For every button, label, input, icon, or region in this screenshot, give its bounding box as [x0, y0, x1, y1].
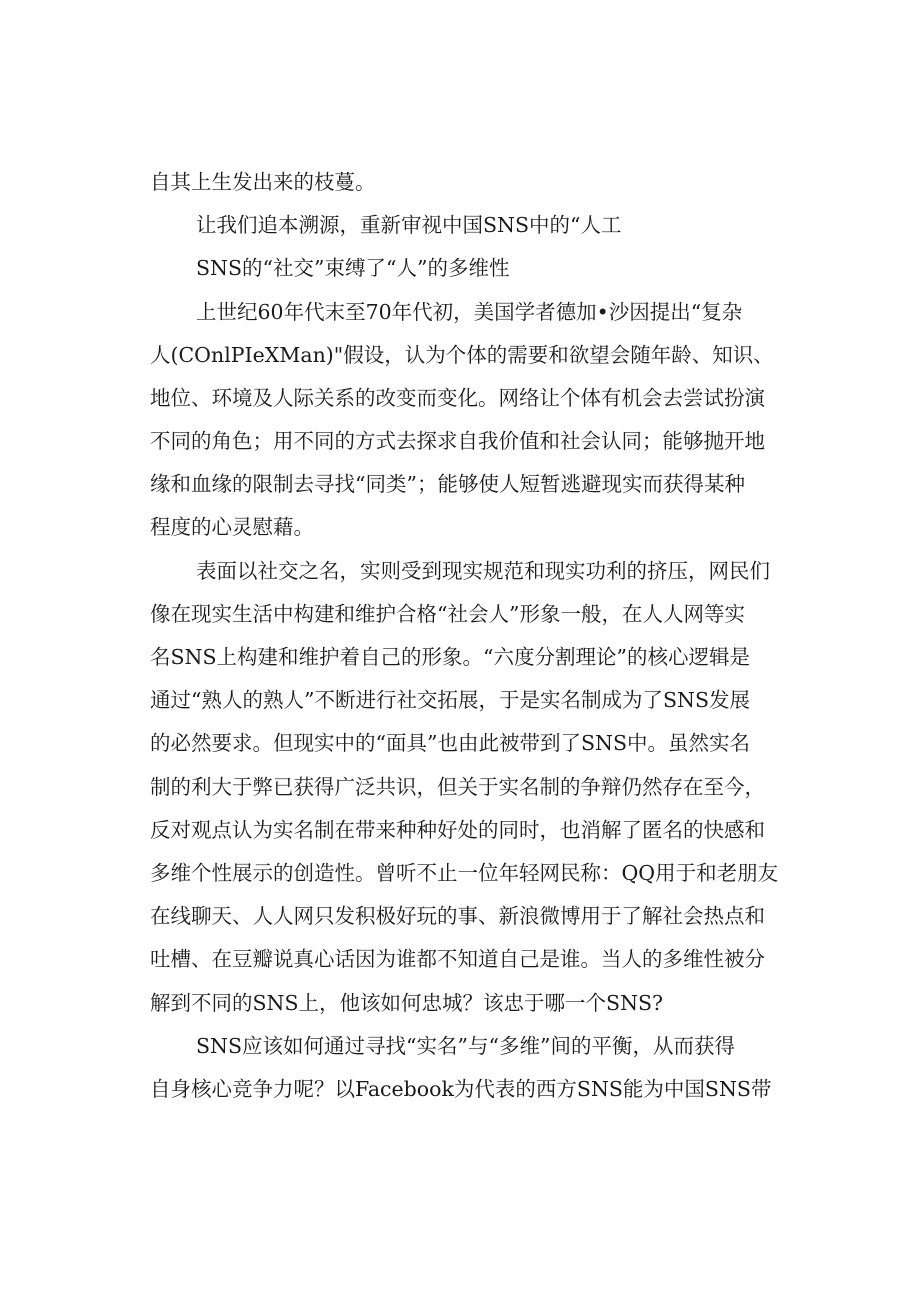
paragraph-line: 人(COnlPIeXMan)"假设，认为个体的需要和欲望会随年龄、知识、	[150, 343, 774, 367]
paragraph-line: 让我们追本溯源，重新审视中国SNS中的“人工	[196, 213, 622, 237]
paragraph-line: 名SNS上构建和维护着自己的形象。“六度分割理论”的核心逻辑是	[150, 645, 750, 669]
paragraph-line: 解到不同的SNS上，他该如何忠城？该忠于哪一个SNS?	[150, 991, 664, 1015]
paragraph-line: 不同的角色；用不同的方式去探求自我价值和社会认同；能够抛开地	[150, 429, 765, 453]
paragraph-line: 通过“熟人的熟人”不断进行社交拓展，于是实名制成为了SNS发展	[150, 688, 750, 712]
paragraph-line: 吐槽、在豆瓣说真心话因为谁都不知道自己是谁。当人的多维性被分	[150, 947, 765, 971]
paragraph-line: 多维个性展示的创造性。曾听不止一位年轻网民称：QQ用于和老朋友	[150, 861, 779, 885]
paragraph-line: 上世纪60年代末至70年代初，美国学者德加•沙因提出“复杂	[196, 300, 743, 324]
paragraph-line: 反对观点认为实名制在带来种种好处的同时，也消解了匿名的快感和	[150, 818, 765, 842]
paragraph-line: 的必然要求。但现实中的“面具”也由此被带到了SNS中。虽然实名	[150, 731, 750, 755]
paragraph-line: 像在现实生活中构建和维护合格“社会人”形象一般，在人人网等实	[150, 602, 745, 626]
paragraph-line: 制的利大于弊已获得广泛共识，但关于实名制的争辩仍然存在至今，	[150, 775, 765, 799]
paragraph-line: SNS应该如何通过寻找“实名”与“多维”间的平衡，从而获得	[196, 1034, 735, 1058]
paragraph-line: 自身核心竞争力呢？以Facebook为代表的西方SNS能为中国SNS带	[150, 1077, 772, 1101]
paragraph-line: 程度的心灵慰藉。	[150, 515, 314, 539]
paragraph-line: 地位、环境及人际关系的改变而变化。网络让个体有机会去尝试扮演	[150, 386, 765, 410]
paragraph-line: 在线聊天、人人网只发积极好玩的事、新浪微博用于了解社会热点和	[150, 904, 765, 928]
paragraph-line: 缘和血缘的限制去寻找“同类”；能够使人短暂逃避现实而获得某种	[150, 472, 745, 496]
paragraph-line: 表面以社交之名，实则受到现实规范和现实功利的挤压，网民们	[196, 559, 770, 583]
paragraph-line: 自其上生发出来的枝蔓。	[150, 170, 376, 194]
section-heading: SNS的“社交”束缚了“人”的多维性	[196, 256, 510, 280]
